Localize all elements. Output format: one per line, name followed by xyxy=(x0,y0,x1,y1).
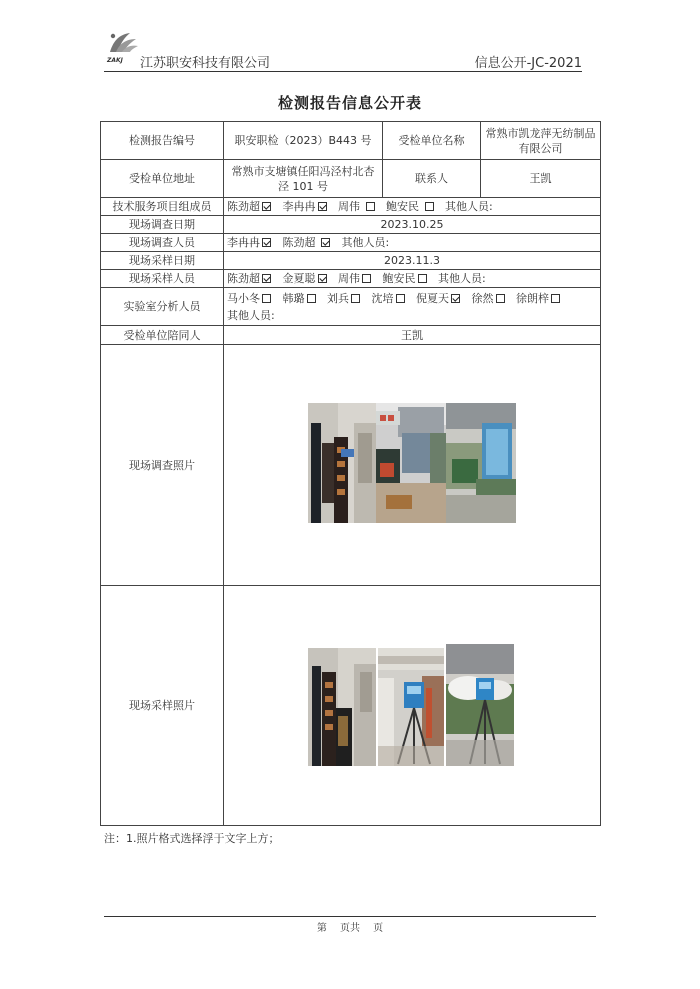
person-name: 周伟 xyxy=(338,200,360,213)
lab-member xyxy=(516,292,562,305)
sampling-staff-cell xyxy=(224,270,601,288)
checkbox-checked-icon xyxy=(262,202,271,211)
checkbox-unchecked-icon xyxy=(418,274,427,283)
person-name: 沈培 xyxy=(371,291,394,305)
row-team-members xyxy=(101,198,601,216)
checkbox-checked-icon xyxy=(262,238,271,247)
client-name-value: 常熟市凯龙萍无纺制品有限公司 xyxy=(481,122,601,160)
person-name: 徐朗梓 xyxy=(516,291,549,305)
checkbox-unchecked-icon xyxy=(351,294,360,303)
row-sampling-staff xyxy=(101,270,601,288)
escort-value: 王凯 xyxy=(224,326,601,345)
escort-label: 受检单位陪同人 xyxy=(101,326,224,345)
row-survey-photos xyxy=(101,345,601,586)
survey-staff-cell xyxy=(224,234,601,252)
lab-staff-cell xyxy=(224,288,601,326)
page-footer: 第 页共 页 xyxy=(316,923,384,934)
client-address-label: 受检单位地址 xyxy=(101,160,224,198)
survey-photo-label: 现场调查照片 xyxy=(101,345,224,586)
row-sampling-date xyxy=(101,252,601,270)
checkbox-unchecked-icon xyxy=(366,202,375,211)
person-name: 周伟 xyxy=(338,272,360,285)
page-header xyxy=(104,38,582,72)
checkbox-unchecked-icon xyxy=(496,294,505,303)
person-name: 鲍安民 xyxy=(386,200,419,213)
lab-staff-label: 实验室分析人员 xyxy=(101,288,224,326)
document-reference: 信息公开-JC-2021 xyxy=(474,56,582,71)
team-label: 技术服务项目组成员 xyxy=(101,198,224,216)
footnote: 注：1.照片格式选择浮于文字上方； xyxy=(104,832,280,845)
person-name: 刘兵 xyxy=(327,291,349,305)
lab-member xyxy=(283,292,318,305)
checkbox-checked-icon xyxy=(262,274,271,283)
sampling-photo-cell xyxy=(224,586,601,826)
lab-member xyxy=(416,292,462,305)
sampling-staff-label: 现场采样人员 xyxy=(101,270,224,288)
survey-member xyxy=(227,236,273,249)
survey-date-value: 2023.10.25 xyxy=(224,216,601,234)
person-name: 倪夏天 xyxy=(416,291,449,305)
checkbox-unchecked-icon xyxy=(362,274,371,283)
sampling-photo-label: 现场采样照片 xyxy=(101,586,224,826)
survey-member xyxy=(283,236,333,249)
contact-value: 王凯 xyxy=(481,160,601,198)
lab-others: 其他人员: xyxy=(227,308,275,322)
lab-member xyxy=(472,292,507,305)
lab-member xyxy=(327,292,362,305)
sampling-photo-3 xyxy=(446,644,514,766)
report-number-label: 检测报告编号 xyxy=(101,122,224,160)
row-survey-staff xyxy=(101,234,601,252)
checkbox-unchecked-icon xyxy=(551,294,560,303)
header-divider xyxy=(104,71,582,72)
survey-date-label: 现场调查日期 xyxy=(101,216,224,234)
person-name: 陈劲超 xyxy=(282,236,316,249)
lab-member xyxy=(372,292,407,305)
person-name: 鲍安民 xyxy=(382,272,416,285)
logo-text: ZAKJ xyxy=(107,57,123,64)
sampling-member xyxy=(227,272,273,285)
sampling-member xyxy=(338,272,373,285)
sampling-date-value: 2023.11.3 xyxy=(224,252,601,270)
row-escort xyxy=(101,326,601,345)
person-name: 马小冬 xyxy=(227,291,260,305)
checkbox-unchecked-icon xyxy=(396,294,405,303)
lab-member xyxy=(227,292,273,305)
person-name: 李冉冉 xyxy=(227,236,260,249)
report-info-table xyxy=(100,121,601,826)
row-survey-date xyxy=(101,216,601,234)
person-name: 徐然 xyxy=(471,291,494,305)
checkbox-unchecked-icon xyxy=(425,202,434,211)
checkbox-unchecked-icon xyxy=(262,294,271,303)
checkbox-checked-icon xyxy=(318,274,327,283)
row-lab-staff xyxy=(101,288,601,326)
document-title: 检测报告信息公开表 xyxy=(277,94,422,112)
survey-photo-3 xyxy=(446,403,516,523)
row-client-address xyxy=(101,160,601,198)
survey-others: 其他人员: xyxy=(341,236,390,249)
sampling-photo-1 xyxy=(308,648,376,766)
checkbox-unchecked-icon xyxy=(307,294,316,303)
footer-divider xyxy=(104,916,596,917)
team-others: 其他人员: xyxy=(445,200,493,213)
team-member xyxy=(338,200,377,213)
client-address-value: 常熟市支塘镇任阳冯泾村北杏泾 101 号 xyxy=(224,160,383,198)
team-member xyxy=(227,200,273,213)
report-number-value: 职安职检（2023）B443 号 xyxy=(224,122,383,160)
survey-photo-2 xyxy=(376,403,446,523)
team-member xyxy=(386,200,436,213)
person-name: 陈劲超 xyxy=(227,200,260,213)
sampling-others: 其他人员: xyxy=(438,272,486,285)
survey-photo-cell xyxy=(224,345,601,586)
checkbox-checked-icon xyxy=(451,294,460,303)
row-report-number xyxy=(101,122,601,160)
person-name: 韩璐 xyxy=(282,291,305,305)
team-members-cell xyxy=(224,198,601,216)
row-sampling-photos xyxy=(101,586,601,826)
contact-label: 联系人 xyxy=(383,160,481,198)
person-name: 金夏聪 xyxy=(282,272,316,285)
survey-photo-1 xyxy=(308,403,376,523)
sampling-member xyxy=(383,272,429,285)
survey-staff-label: 现场调查人员 xyxy=(101,234,224,252)
person-name: 李冉冉 xyxy=(282,200,316,213)
company-name: 江苏职安科技有限公司 xyxy=(140,56,271,71)
sampling-photo-2 xyxy=(378,648,444,766)
person-name: 陈劲超 xyxy=(227,272,260,285)
sampling-member xyxy=(283,272,329,285)
sampling-date-label: 现场采样日期 xyxy=(101,252,224,270)
checkbox-checked-icon xyxy=(318,202,327,211)
team-member xyxy=(283,200,329,213)
company-logo xyxy=(104,30,142,68)
client-name-label: 受检单位名称 xyxy=(383,122,481,160)
checkbox-checked-icon xyxy=(321,238,330,247)
